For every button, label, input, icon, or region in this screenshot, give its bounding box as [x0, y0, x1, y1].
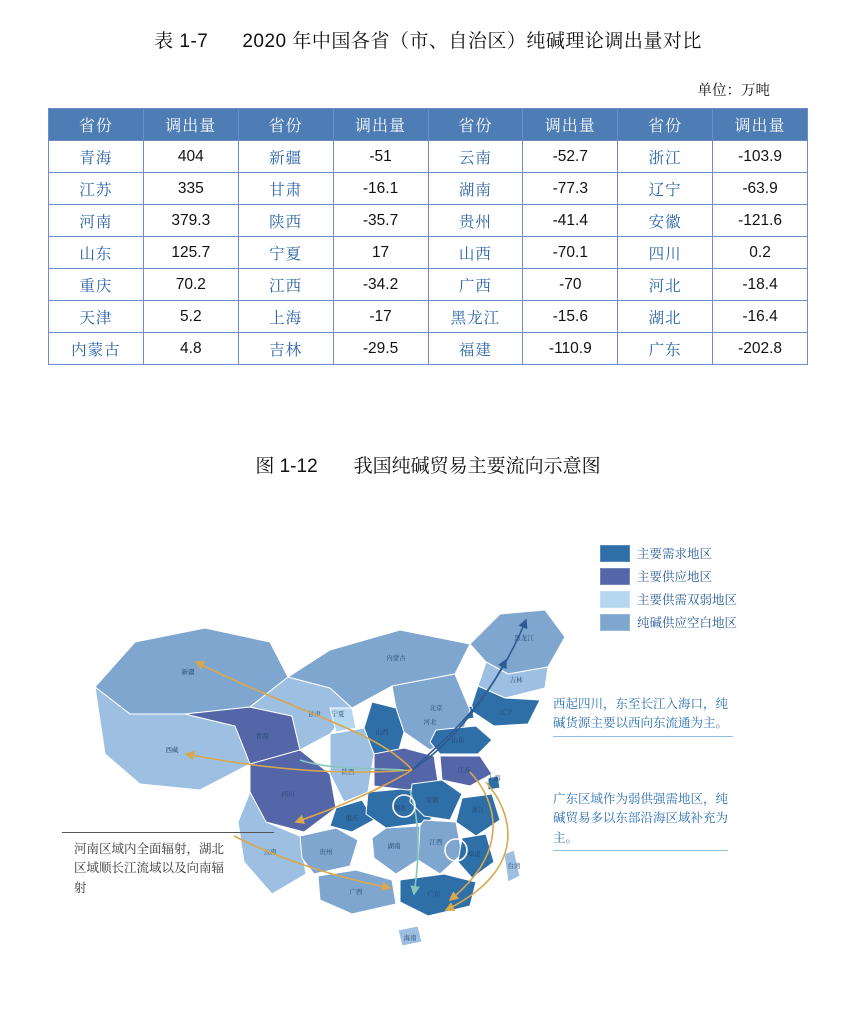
cell-province: 广西	[428, 269, 523, 301]
cell-value: -16.4	[713, 301, 808, 333]
map-label-jiangxi: 江西	[429, 839, 443, 846]
map-label-henan: 河南	[399, 767, 413, 774]
cell-province: 山西	[428, 237, 523, 269]
legend-label: 主要需求地区	[637, 547, 713, 561]
map-label-fujian: 福建	[467, 851, 481, 858]
legend-item	[600, 567, 737, 585]
legend-swatch-weak-both	[600, 591, 630, 608]
cell-value: 335	[143, 173, 238, 205]
map-label-shanxi: 山西	[375, 729, 389, 736]
table-unit: 单位：万吨	[697, 83, 770, 99]
cell-province: 吉林	[238, 333, 333, 365]
cell-value: 404	[143, 141, 238, 173]
map-label-heilongjiang: 黑龙江	[514, 635, 534, 642]
annotation-west-to-east: 西起四川，东至长江入海口，纯碱货源主要以西向东流通为主。	[553, 695, 733, 734]
legend-item	[600, 613, 737, 631]
cell-province: 福建	[428, 333, 523, 365]
cell-province: 云南	[428, 141, 523, 173]
legend-label: 主要供应地区	[637, 570, 713, 584]
map-label-inner-mongolia: 内蒙古	[386, 655, 406, 662]
cell-value: -16.1	[333, 173, 428, 205]
table-row	[49, 141, 808, 173]
map-label-shaanxi: 陕西	[341, 769, 355, 776]
map-label-shanghai: 上海	[487, 775, 501, 782]
cell-province: 河北	[618, 269, 713, 301]
map-label-zhejiang: 浙江	[471, 807, 485, 814]
cell-value: -34.2	[333, 269, 428, 301]
cell-province: 广东	[618, 333, 713, 365]
cell-province: 黑龙江	[428, 301, 523, 333]
cell-value: -52.7	[523, 141, 618, 173]
cell-value: -70.1	[523, 237, 618, 269]
legend-label: 主要供需双弱地区	[637, 593, 738, 607]
cell-value: -51	[333, 141, 428, 173]
province-heilongjiang	[470, 610, 565, 674]
cell-value: -121.6	[713, 205, 808, 237]
table-row	[49, 173, 808, 205]
map-label-hunan: 湖南	[387, 843, 401, 850]
cell-province: 河南	[49, 205, 144, 237]
cell-province: 天津	[49, 301, 144, 333]
map-legend	[600, 544, 737, 636]
cell-value: -77.3	[523, 173, 618, 205]
cell-province: 宁夏	[238, 237, 333, 269]
map-label-jilin: 吉林	[509, 677, 523, 684]
map-label-chongqing: 重庆	[345, 815, 359, 822]
cell-value: -110.9	[523, 333, 618, 365]
table-header-row	[49, 109, 808, 141]
map-label-beijing: 北京	[429, 705, 443, 712]
table-row	[49, 269, 808, 301]
table-caption: 2020 年中国各省（市、自治区）纯碱理论调出量对比	[242, 31, 702, 52]
map-label-hebei: 河北	[423, 719, 437, 726]
cell-province: 陕西	[238, 205, 333, 237]
cell-value: -41.4	[523, 205, 618, 237]
cell-value: -35.7	[333, 205, 428, 237]
cell-province: 山东	[49, 237, 144, 269]
cell-value: -70	[523, 269, 618, 301]
cell-province: 安徽	[618, 205, 713, 237]
column-header: 调出量	[333, 109, 428, 141]
cell-value: 125.7	[143, 237, 238, 269]
map-label-liaoning: 辽宁	[499, 709, 513, 716]
figure-title	[0, 451, 856, 478]
map-label-xinjiang: 新疆	[181, 669, 195, 676]
column-header: 省份	[238, 109, 333, 141]
figure-caption: 我国纯碱贸易主要流向示意图	[353, 456, 601, 477]
map-label-guangdong: 广东	[427, 891, 441, 898]
map-label-tibet: 西藏	[165, 747, 179, 754]
map-label-anhui: 安徽	[425, 797, 439, 804]
cell-value: -15.6	[523, 301, 618, 333]
table-number: 表 1-7	[154, 31, 209, 52]
cell-province: 江西	[238, 269, 333, 301]
cell-province: 重庆	[49, 269, 144, 301]
cell-value: 17	[333, 237, 428, 269]
cell-value: 70.2	[143, 269, 238, 301]
column-header: 调出量	[143, 109, 238, 141]
cell-province: 四川	[618, 237, 713, 269]
map-label-hainan: 海南	[403, 935, 417, 942]
table-row	[49, 205, 808, 237]
cell-province: 甘肃	[238, 173, 333, 205]
cell-value: -103.9	[713, 141, 808, 173]
province-hunan	[372, 826, 420, 874]
cell-value: -17	[333, 301, 428, 333]
map-label-shandong: 山东	[451, 737, 465, 744]
column-header: 省份	[49, 109, 144, 141]
column-header: 省份	[618, 109, 713, 141]
cell-province: 湖北	[618, 301, 713, 333]
province-jiangxi	[414, 820, 462, 874]
annotation-guangdong: 广东区域作为弱供强需地区，纯碱贸易多以东部沿海区域补充为主。	[553, 790, 728, 848]
annotation-leader-line	[62, 832, 274, 833]
cell-value: -202.8	[713, 333, 808, 365]
legend-swatch-blank	[600, 614, 630, 631]
cell-value: -18.4	[713, 269, 808, 301]
map-label-taiwan: 台湾	[507, 863, 521, 870]
cell-value: -63.9	[713, 173, 808, 205]
data-table	[48, 108, 808, 365]
legend-swatch-supply	[600, 568, 630, 585]
annotation-henan-hubei: 河南区域内全面辐射，湖北区域顺长江流域以及向南辐射	[74, 842, 225, 895]
cell-value: 5.2	[143, 301, 238, 333]
column-header: 调出量	[523, 109, 618, 141]
map-label-hubei: 湖北	[393, 805, 407, 812]
cell-value: -29.5	[333, 333, 428, 365]
map-label-jiangsu: 江苏	[457, 767, 471, 774]
cell-value: 4.8	[143, 333, 238, 365]
province-shaanxi	[330, 728, 374, 802]
figure-number: 图 1-12	[255, 456, 318, 477]
cell-value: 0.2	[713, 237, 808, 269]
map-label-gansu: 甘肃	[307, 711, 321, 718]
legend-label: 纯碱供应空白地区	[637, 616, 738, 630]
legend-swatch-demand	[600, 545, 630, 562]
cell-province: 上海	[238, 301, 333, 333]
table-title	[0, 26, 856, 53]
table-row	[49, 237, 808, 269]
cell-province: 辽宁	[618, 173, 713, 205]
column-header: 调出量	[713, 109, 808, 141]
cell-value: 379.3	[143, 205, 238, 237]
cell-province: 青海	[49, 141, 144, 173]
map-label-qinghai: 青海	[255, 733, 269, 740]
map-label-yunnan: 云南	[263, 849, 277, 856]
map-label-guizhou: 贵州	[319, 849, 333, 856]
cell-province: 贵州	[428, 205, 523, 237]
table-row	[49, 301, 808, 333]
cell-province: 湖南	[428, 173, 523, 205]
legend-item	[600, 590, 737, 608]
table-row	[49, 333, 808, 365]
cell-province: 浙江	[618, 141, 713, 173]
figure-area	[0, 502, 856, 972]
cell-province: 新疆	[238, 141, 333, 173]
legend-item	[600, 544, 737, 562]
cell-province: 江苏	[49, 173, 144, 205]
map-label-ningxia: 宁夏	[331, 711, 345, 718]
map-label-guangxi: 广西	[349, 889, 363, 896]
map-label-sichuan: 四川	[281, 791, 295, 798]
column-header: 省份	[428, 109, 523, 141]
cell-province: 内蒙古	[49, 333, 144, 365]
